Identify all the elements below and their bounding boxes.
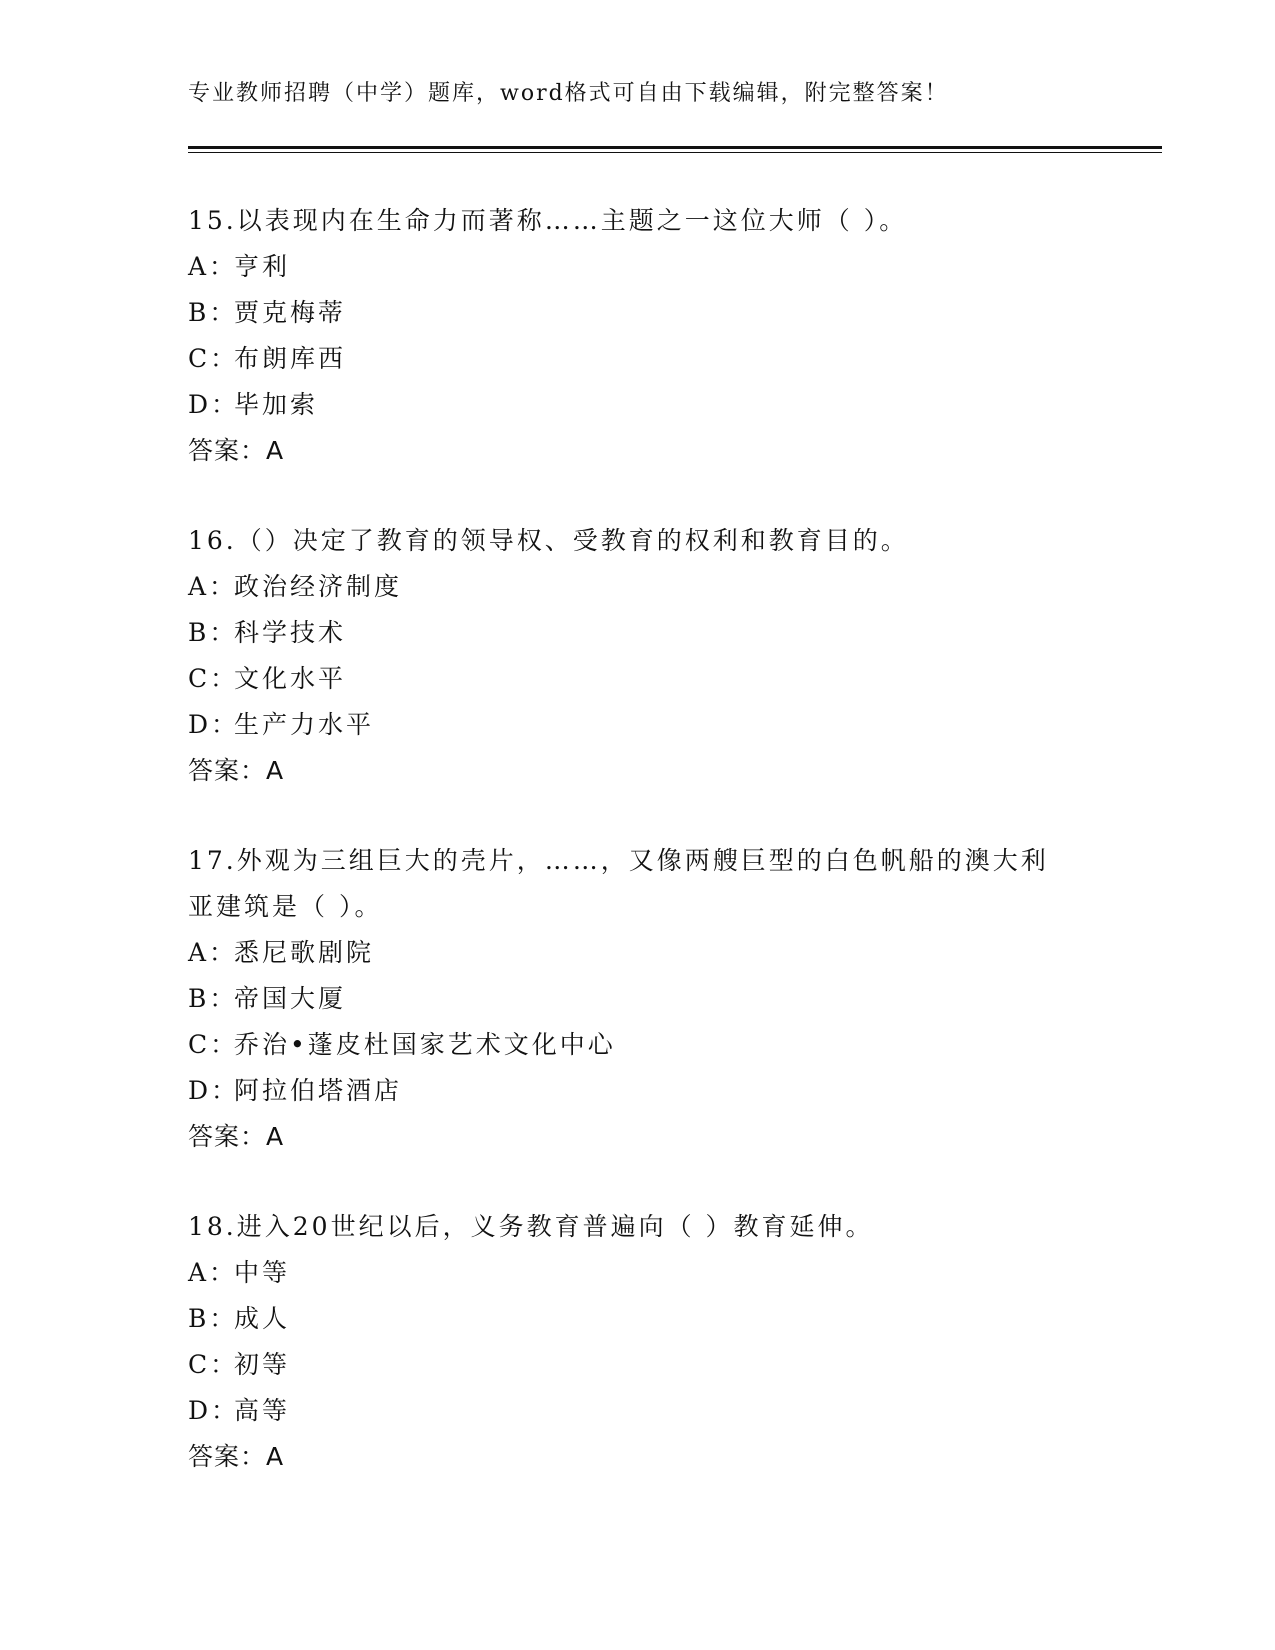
- option-a: [188, 244, 1088, 290]
- answer: 答案：A: [188, 1122, 285, 1151]
- option-c: [188, 336, 1088, 382]
- option-text: 悉尼歌剧院: [234, 938, 375, 967]
- answer: 答案：A: [188, 436, 285, 465]
- question-stem: 16.（）决定了教育的领导权、受教育的权利和教育目的。: [188, 526, 909, 555]
- option-text: 乔治•蓬皮杜国家艺术文化中心: [234, 1030, 616, 1059]
- question-stem-continued: 亚建筑是（ ）。: [188, 892, 383, 921]
- option-d: [188, 1388, 1088, 1434]
- option-text: 生产力水平: [234, 710, 375, 739]
- option-a: [188, 1250, 1088, 1296]
- option-key: B：: [188, 618, 238, 647]
- option-text: 贾克梅蒂: [234, 298, 347, 327]
- question-17: [188, 838, 1088, 1160]
- option-key: A：: [188, 252, 238, 281]
- header-rule-thin: [188, 152, 1162, 153]
- option-text: 毕加索: [234, 390, 319, 419]
- option-b: [188, 610, 1088, 656]
- option-key: A：: [188, 938, 238, 967]
- option-d: [188, 382, 1088, 428]
- option-d: [188, 1068, 1088, 1114]
- question-15: [188, 198, 1088, 474]
- answer: 答案：A: [188, 756, 285, 785]
- option-text: 文化水平: [234, 664, 347, 693]
- option-key: C：: [188, 344, 239, 373]
- question-18: [188, 1204, 1088, 1480]
- option-text: 成人: [234, 1304, 291, 1333]
- header-rule-thick: [188, 146, 1162, 149]
- option-key: B：: [188, 984, 238, 1013]
- option-text: 布朗库西: [234, 344, 347, 373]
- option-text: 亨利: [234, 252, 291, 281]
- option-text: 帝国大厦: [234, 984, 347, 1013]
- option-key: A：: [188, 1258, 238, 1287]
- option-a: [188, 564, 1088, 610]
- option-c: [188, 656, 1088, 702]
- option-key: C：: [188, 1030, 239, 1059]
- option-b: [188, 976, 1088, 1022]
- option-c: [188, 1342, 1088, 1388]
- option-d: [188, 702, 1088, 748]
- option-text: 阿拉伯塔酒店: [234, 1076, 403, 1105]
- option-key: B：: [188, 1304, 238, 1333]
- option-text: 初等: [234, 1350, 291, 1379]
- option-key: C：: [188, 664, 239, 693]
- option-c: [188, 1022, 1088, 1068]
- option-key: C：: [188, 1350, 239, 1379]
- option-key: D：: [188, 1396, 240, 1425]
- page-header: 专业教师招聘（中学）题库，word格式可自由下载编辑，附完整答案！: [188, 81, 949, 106]
- option-key: D：: [188, 1076, 240, 1105]
- question-16: [188, 518, 1088, 794]
- option-b: [188, 290, 1088, 336]
- question-stem: 17.外观为三组巨大的壳片，……，又像两艘巨型的白色帆船的澳大利: [188, 846, 1049, 875]
- option-a: [188, 930, 1088, 976]
- option-text: 中等: [234, 1258, 291, 1287]
- answer: 答案：A: [188, 1442, 285, 1471]
- question-stem: 15.以表现内在生命力而著称……主题之一这位大师（ ）。: [188, 206, 908, 235]
- option-text: 高等: [234, 1396, 291, 1425]
- option-key: D：: [188, 710, 240, 739]
- option-key: B：: [188, 298, 238, 327]
- question-stem: 18.进入20世纪以后，义务教育普遍向（ ）教育延伸。: [188, 1212, 874, 1241]
- option-key: A：: [188, 572, 238, 601]
- option-key: D：: [188, 390, 240, 419]
- option-text: 科学技术: [234, 618, 347, 647]
- option-b: [188, 1296, 1088, 1342]
- option-text: 政治经济制度: [234, 572, 403, 601]
